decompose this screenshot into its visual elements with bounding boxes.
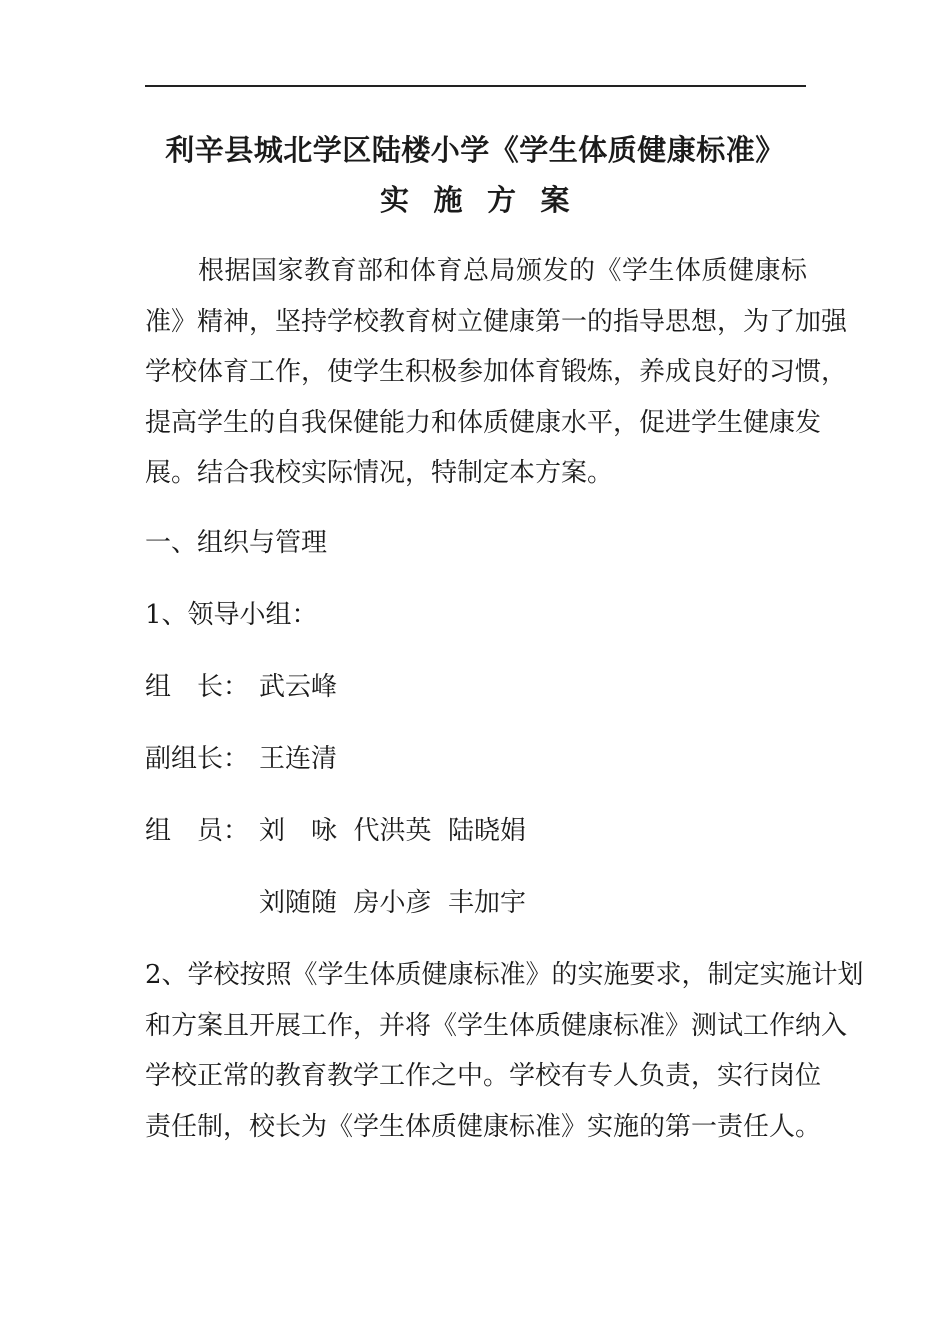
members-list: 刘 咏 代洪英 陆晓娟	[259, 816, 527, 846]
members-label: 组 员：	[145, 816, 250, 846]
deputy-name: 王连清	[259, 744, 338, 774]
intro-line: 准》精神，坚持学校教育树立健康第一的指导思想，为了加强	[145, 306, 848, 337]
subtitle-char: 施	[433, 183, 463, 217]
item2-line: 和方案且开展工作，并将《学生体质健康标准》测试工作纳入	[145, 1010, 848, 1041]
section-heading: 一、组织与管理	[145, 528, 328, 558]
item-heading: 1、领导小组：	[145, 600, 318, 630]
intro-paragraph	[145, 246, 848, 499]
members-list: 刘随随 房小彦 丰加宇	[259, 888, 527, 918]
item2-line: 学校正常的教育教学工作之中。学校有专人负责，实行岗位	[145, 1061, 822, 1091]
subtitle-char: 案	[540, 183, 571, 217]
intro-line: 展。结合我校实际情况，特制定本方案。	[145, 458, 614, 488]
item2-line: 2、学校按照《学生体质健康标准》的实施要求，制定实施计划	[145, 960, 864, 990]
leader-name: 武云峰	[259, 672, 338, 702]
deputy-label: 副组长：	[145, 744, 250, 774]
leader-label: 组 长：	[145, 672, 250, 702]
item2-line: 责任制，校长为《学生体质健康标准》实施的第一责任人。	[145, 1111, 822, 1142]
intro-line: 提高学生的自我保健能力和体质健康水平，促进学生健康发	[145, 407, 822, 438]
document-subtitle	[0, 182, 950, 218]
intro-line: 学校体育工作，使学生积极参加体育锻炼，养成良好的习惯，	[145, 357, 848, 387]
item2-paragraph	[145, 950, 864, 1152]
document-title: 利辛县城北学区陆楼小学《学生体质健康标准》	[165, 133, 785, 167]
header-rule	[145, 85, 806, 87]
intro-line: 根据国家教育部和体育总局颁发的《学生体质健康标	[145, 256, 807, 286]
subtitle-char: 实	[379, 183, 410, 217]
subtitle-char: 方	[487, 183, 517, 217]
